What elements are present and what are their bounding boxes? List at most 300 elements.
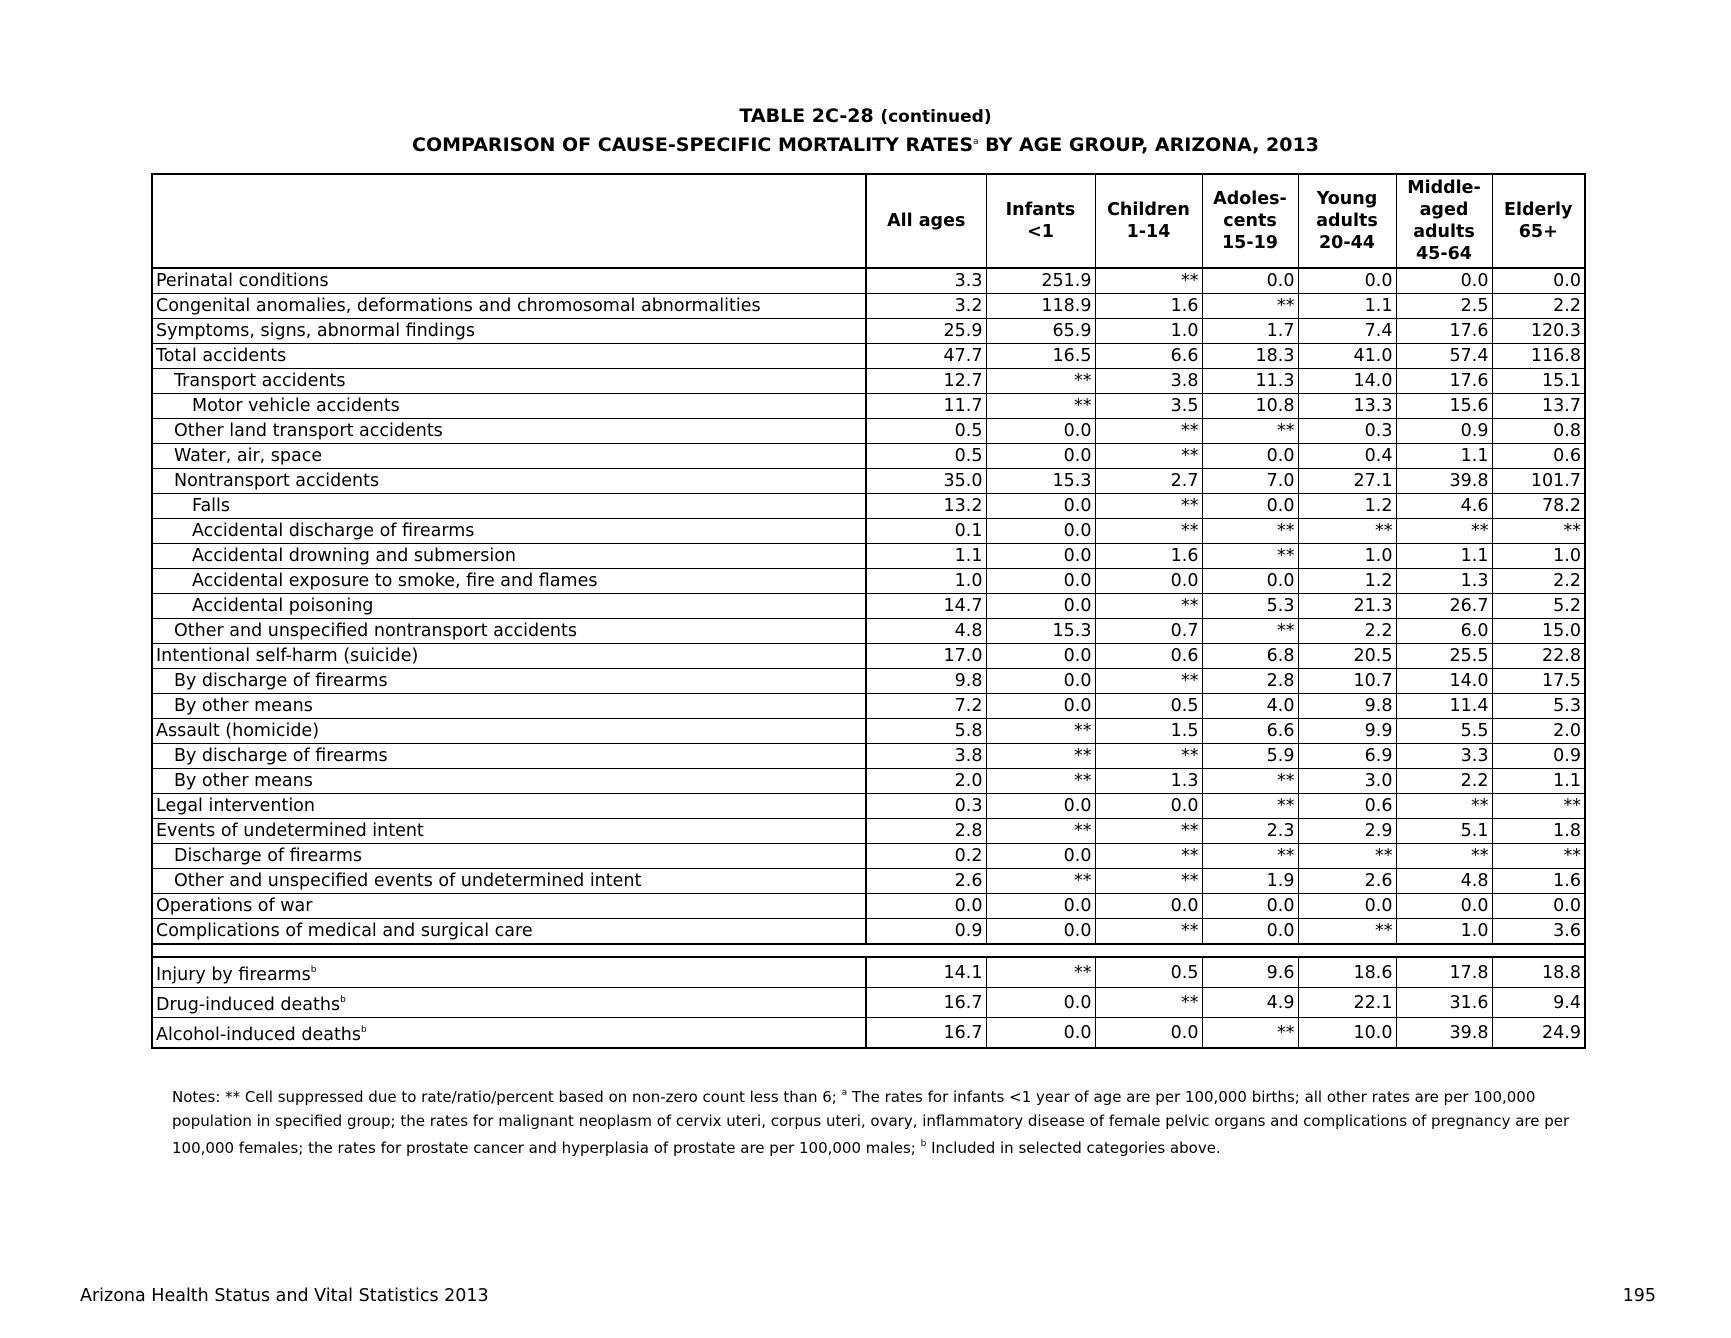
row-label [152,819,866,844]
table-cell: 4.0 [1202,694,1298,719]
row-label [152,869,866,894]
table-cell: 78.2 [1492,494,1585,519]
table-cell: 11.3 [1202,369,1298,394]
table-cell: 2.2 [1298,619,1396,644]
table-cell: 25.5 [1396,644,1492,669]
table-cell: ** [986,744,1095,769]
row-label [152,919,866,945]
table-cell: 2.0 [866,769,986,794]
notes-mark-a: a [841,1088,848,1098]
table-cell: ** [1095,869,1202,894]
row-label-text: Nontransport accidents [174,471,380,491]
column-header [1396,174,1492,268]
table-cell: 39.8 [1396,469,1492,494]
row-label-text: Intentional self-harm (suicide) [156,646,419,666]
table-cell: 25.9 [866,319,986,344]
table-cell: 13.2 [866,494,986,519]
column-header-line: All ages [887,211,966,231]
table-cell: 0.7 [1095,619,1202,644]
table-cell: ** [1202,844,1298,869]
table-row [152,869,1585,894]
table-cell: 10.8 [1202,394,1298,419]
table-cell: 9.8 [866,669,986,694]
table-cell: 1.5 [1095,719,1202,744]
table-row [152,744,1585,769]
column-header [1095,174,1202,268]
table-cell: 65.9 [986,319,1095,344]
table-cell: 0.8 [1492,419,1585,444]
table-cell: ** [1095,819,1202,844]
row-label-text: Accidental poisoning [192,596,374,616]
column-header-line: Middle- [1407,178,1481,198]
row-label [152,519,866,544]
table-cell: 3.8 [866,744,986,769]
table-row [152,294,1585,319]
table-cell: 17.6 [1396,319,1492,344]
table-cell: 0.0 [986,988,1095,1018]
table-cell: ** [1396,519,1492,544]
table-cell: 0.0 [1396,268,1492,294]
row-label [152,844,866,869]
table-cell: 2.6 [1298,869,1396,894]
table-row [152,988,1585,1018]
subtitle-footnote-mark: a [973,137,979,147]
table-cell: 4.8 [1396,869,1492,894]
table-cell: 39.8 [1396,1018,1492,1049]
table-cell: 1.2 [1298,494,1396,519]
table-cell: ** [986,719,1095,744]
table-cell: 0.0 [1202,894,1298,919]
row-label [152,268,866,294]
table-cell: 0.9 [1492,744,1585,769]
table-cell: 15.3 [986,469,1095,494]
table-cell: 1.0 [1396,919,1492,945]
table-cell: 0.3 [866,794,986,819]
table-cell: 9.6 [1202,957,1298,988]
column-header-line: Infants [1005,200,1076,220]
table-cell: 14.0 [1298,369,1396,394]
row-label-text: Water, air, space [174,446,323,466]
column-header-line: adults [1316,211,1378,231]
table-cell: 15.1 [1492,369,1585,394]
table-cell: 1.6 [1095,544,1202,569]
table-row [152,894,1585,919]
row-label [152,669,866,694]
table-cell: 5.5 [1396,719,1492,744]
table-cell: 0.0 [1202,569,1298,594]
notes-text-3: Included in selected categories above. [926,1139,1221,1157]
table-cell: ** [1298,519,1396,544]
table-row [152,719,1585,744]
table-cell: 0.2 [866,844,986,869]
table-cell: 0.3 [1298,419,1396,444]
table-row [152,1018,1585,1049]
table-cell: 16.7 [866,1018,986,1049]
table-title [0,105,1731,127]
table-cell: 0.0 [1095,794,1202,819]
row-label [152,369,866,394]
table-subtitle [0,134,1731,156]
table-cell: 118.9 [986,294,1095,319]
table-cell: ** [1202,294,1298,319]
row-label-text: Falls [192,496,231,516]
table-row [152,469,1585,494]
table-cell: ** [1095,519,1202,544]
subtitle-main: COMPARISON OF CAUSE-SPECIFIC MORTALITY RATES [412,134,974,156]
table-cell: 0.0 [1202,444,1298,469]
table-cell: 17.8 [1396,957,1492,988]
table-cell: 5.8 [866,719,986,744]
mortality-rates-table [151,173,1586,1049]
table-cell: ** [986,369,1095,394]
table-cell: 27.1 [1298,469,1396,494]
table-cell: 0.0 [986,494,1095,519]
table-cell: 4.6 [1396,494,1492,519]
table-cell: 22.8 [1492,644,1585,669]
table-cell: 3.3 [1396,744,1492,769]
column-header [866,174,986,268]
table-cell: ** [1202,769,1298,794]
row-label-text: Transport accidents [174,371,346,391]
table-cell: ** [1202,419,1298,444]
table-cell: 1.1 [1492,769,1585,794]
footer-publication: Arizona Health Status and Vital Statistics 2013 [80,1286,489,1306]
table-cell: 1.6 [1492,869,1585,894]
row-label-text: Congenital anomalies, deformations and chromosomal abnormalities [156,296,761,316]
table-cell: ** [1492,519,1585,544]
notes-mark-b: b [920,1139,927,1149]
column-header-line: cents [1223,211,1277,231]
table-cell: 14.1 [866,957,986,988]
row-label-text: Events of undetermined intent [156,821,424,841]
table-cell: 0.6 [1298,794,1396,819]
row-label [152,594,866,619]
table-row [152,669,1585,694]
table-cell: ** [1095,988,1202,1018]
table-cell: 6.6 [1095,344,1202,369]
column-header [986,174,1095,268]
table-cell: 1.9 [1202,869,1298,894]
row-label [152,419,866,444]
table-cell: 9.4 [1492,988,1585,1018]
table-cell: 0.5 [1095,957,1202,988]
table-cell: 14.0 [1396,669,1492,694]
table-cell: 1.6 [1095,294,1202,319]
page-number: 195 [1622,1286,1656,1306]
table-cell: 1.2 [1298,569,1396,594]
table-row [152,494,1585,519]
table-cell: 1.3 [1095,769,1202,794]
header-cause [152,174,866,268]
table-cell: 0.0 [1396,894,1492,919]
table-row [152,957,1585,988]
table-separator [152,944,1585,957]
column-header-line: aged [1419,200,1469,220]
column-header-line: Elderly [1504,200,1573,220]
table-cell: 6.6 [1202,719,1298,744]
column-header-line: 15-19 [1222,233,1278,253]
table-cell: ** [1202,519,1298,544]
table-cell: 13.7 [1492,394,1585,419]
table-cell: 4.9 [1202,988,1298,1018]
separator-cell [152,944,1585,957]
table-row [152,419,1585,444]
table-cell: 18.6 [1298,957,1396,988]
table-cell: 0.0 [986,694,1095,719]
table-cell: 2.9 [1298,819,1396,844]
table-cell: 2.2 [1492,294,1585,319]
table-cell: 1.8 [1492,819,1585,844]
table-cell: 2.8 [1202,669,1298,694]
table-cell: 0.0 [1298,894,1396,919]
table-cell: ** [986,769,1095,794]
row-label-text: By discharge of firearms [174,671,388,691]
row-label [152,294,866,319]
row-label [152,769,866,794]
table-cell: 26.7 [1396,594,1492,619]
table-cell: 0.0 [986,569,1095,594]
table-cell: ** [1095,919,1202,945]
table-cell: ** [1095,844,1202,869]
table-cell: ** [1095,494,1202,519]
row-label [152,894,866,919]
table-cell: 17.6 [1396,369,1492,394]
table-cell: 120.3 [1492,319,1585,344]
table-row [152,844,1585,869]
table-cell: 15.0 [1492,619,1585,644]
row-label [152,719,866,744]
table-cell: ** [986,869,1095,894]
row-label [152,394,866,419]
table-cell: ** [1492,794,1585,819]
table-cell: 0.0 [1202,919,1298,945]
row-label-text: Accidental drowning and submersion [192,546,516,566]
table-cell: 0.0 [986,644,1095,669]
row-label [152,644,866,669]
row-label-text: Assault (homicide) [156,721,320,741]
table-cell: 0.6 [1095,644,1202,669]
table-cell: 0.0 [1202,494,1298,519]
row-label-text: Complications of medical and surgical care [156,921,533,941]
table-cell: ** [1202,619,1298,644]
table-cell: 2.8 [866,819,986,844]
table-cell: 15.3 [986,619,1095,644]
table-cell: 101.7 [1492,469,1585,494]
table-cell: 0.4 [1298,444,1396,469]
table-cell: 5.9 [1202,744,1298,769]
table-cell: 24.9 [1492,1018,1585,1049]
notes-text-1: Notes: ** Cell suppressed due to rate/ratio/percent based on non-zero count less than 6; [172,1088,842,1106]
table-cell: 251.9 [986,268,1095,294]
table-cell: 0.0 [986,444,1095,469]
table-cell: 5.1 [1396,819,1492,844]
column-header-line: Adoles- [1213,189,1287,209]
table-row [152,769,1585,794]
row-label [152,1018,866,1049]
row-label [152,344,866,369]
table-cell: 0.0 [986,794,1095,819]
table-cell: 22.1 [1298,988,1396,1018]
table-cell: 7.2 [866,694,986,719]
table-row [152,594,1585,619]
table-cell: ** [1095,744,1202,769]
table-cell: ** [1095,268,1202,294]
table-cell: 13.3 [1298,394,1396,419]
notes-text-2: The rates for infants <1 year of age are per 100,000 births; all other rates are per 100,000 population in specified group; the rates for malignant neoplasm of cervix uteri, corpus uteri, ovary, inflammatory disease of female pelvic organs and complications of pregnancy are per 100,000 females; the rates for prostate cancer and hyperplasia of prostate are per 100,000 males; [172,1088,1570,1157]
table-cell: 31.6 [1396,988,1492,1018]
row-label-text: Accidental exposure to smoke, fire and flames [192,571,598,591]
table-cell: ** [1202,544,1298,569]
table-cell: ** [986,819,1095,844]
table-cell: 2.2 [1396,769,1492,794]
table-row [152,344,1585,369]
table-row [152,369,1585,394]
table-cell: 1.1 [866,544,986,569]
table-cell: 6.9 [1298,744,1396,769]
table-cell: 0.1 [866,519,986,544]
table-cell: ** [1202,794,1298,819]
row-label-text: Total accidents [156,346,287,366]
table-row [152,794,1585,819]
row-footnote-mark: b [310,965,317,975]
table-row [152,519,1585,544]
table-cell: 0.0 [1095,569,1202,594]
table-cell: 11.7 [866,394,986,419]
table-body [152,268,1585,1048]
table-cell: 0.0 [986,669,1095,694]
table-cell: 1.1 [1396,544,1492,569]
table-cell: 17.0 [866,644,986,669]
column-header-line: <1 [1027,222,1054,242]
table-header-row [152,174,1585,268]
row-label-text: Other and unspecified events of undetermined intent [174,871,642,891]
column-header [1298,174,1396,268]
table-cell: 0.0 [986,544,1095,569]
table-cell: 10.7 [1298,669,1396,694]
table-cell: 3.8 [1095,369,1202,394]
row-label-text: Legal intervention [156,796,315,816]
table-cell: 1.0 [1298,544,1396,569]
row-label [152,694,866,719]
table-cell: 5.3 [1202,594,1298,619]
row-label-text: Accidental discharge of firearms [192,521,475,541]
table-row [152,268,1585,294]
table-cell: 1.1 [1396,444,1492,469]
row-label-text: By discharge of firearms [174,746,388,766]
table-row [152,569,1585,594]
column-header [1202,174,1298,268]
table-cell: 3.0 [1298,769,1396,794]
table-cell: 11.4 [1396,694,1492,719]
table-cell: ** [1298,844,1396,869]
table-cell: 2.6 [866,869,986,894]
row-label [152,794,866,819]
row-label-text: By other means [174,771,313,791]
table-cell: 0.5 [866,419,986,444]
table-cell: 18.8 [1492,957,1585,988]
row-label [152,544,866,569]
table-cell: 0.0 [1298,268,1396,294]
table-cell: 18.3 [1202,344,1298,369]
continued-label: (continued) [880,107,992,127]
column-header-line: adults [1413,222,1475,242]
table-cell: 5.3 [1492,694,1585,719]
table-row [152,619,1585,644]
table-cell: 1.0 [866,569,986,594]
table-cell: 2.3 [1202,819,1298,844]
table-cell: 3.2 [866,294,986,319]
table-cell: 2.2 [1492,569,1585,594]
row-label-text: Injury by firearms [156,965,311,985]
table-cell: ** [1396,844,1492,869]
table-row [152,394,1585,419]
table-cell: ** [1095,444,1202,469]
table-cell: ** [986,957,1095,988]
row-label-text: Other land transport accidents [174,421,443,441]
table-cell: 0.0 [986,844,1095,869]
table-cell: 6.8 [1202,644,1298,669]
table-cell: 2.7 [1095,469,1202,494]
table-cell: 0.0 [986,419,1095,444]
table-cell: 0.9 [866,919,986,945]
table-cell: 57.4 [1396,344,1492,369]
table-cell: 20.5 [1298,644,1396,669]
row-footnote-mark: b [361,1025,367,1035]
table-cell: 17.5 [1492,669,1585,694]
table-cell: 3.3 [866,268,986,294]
table-cell: 116.8 [1492,344,1585,369]
table-row [152,819,1585,844]
table-cell: 1.7 [1202,319,1298,344]
table-cell: 0.0 [1095,1018,1202,1049]
table-row [152,919,1585,945]
row-label [152,319,866,344]
table-cell: ** [1202,1018,1298,1049]
row-label [152,469,866,494]
row-label [152,619,866,644]
table-cell: ** [1095,594,1202,619]
row-label [152,494,866,519]
table-cell: 9.8 [1298,694,1396,719]
table-cell: 21.3 [1298,594,1396,619]
table-cell: 1.0 [1492,544,1585,569]
table-cell: 2.5 [1396,294,1492,319]
table-cell: 0.5 [1095,694,1202,719]
table-cell: 0.0 [986,1018,1095,1049]
table-notes [172,1082,1592,1161]
table-cell: 4.8 [866,619,986,644]
table-cell: 16.7 [866,988,986,1018]
table-cell: 6.0 [1396,619,1492,644]
table-row [152,544,1585,569]
column-header-line: Children [1107,200,1190,220]
table-cell: 9.9 [1298,719,1396,744]
row-label-text: Drug-induced deaths [156,995,341,1015]
table-cell: 0.0 [1492,268,1585,294]
row-label [152,444,866,469]
row-label-text: By other means [174,696,313,716]
table-cell: ** [1095,419,1202,444]
table-cell: 0.0 [986,919,1095,945]
table-cell: 0.5 [866,444,986,469]
row-label [152,957,866,988]
table-cell: 2.0 [1492,719,1585,744]
table-cell: 0.0 [986,894,1095,919]
column-header-line: 45-64 [1416,244,1472,264]
table-cell: 0.0 [1202,268,1298,294]
row-label-text: Symptoms, signs, abnormal findings [156,321,476,341]
table-cell: 41.0 [1298,344,1396,369]
